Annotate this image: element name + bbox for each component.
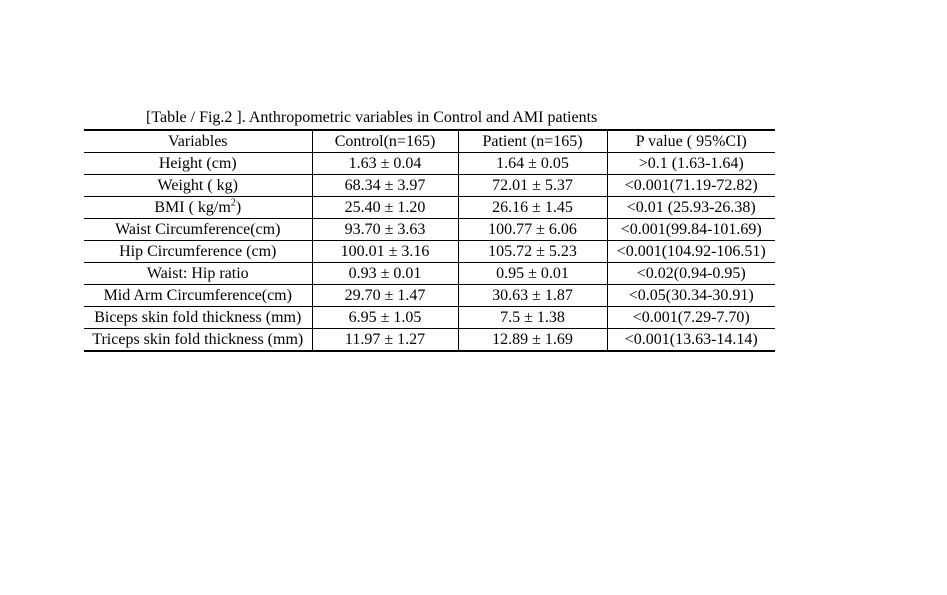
- row-control-value: 6.95 ± 1.05: [312, 307, 458, 329]
- table-row: [84, 329, 775, 352]
- row-control-value: 11.97 ± 1.27: [312, 329, 458, 352]
- table-row: [84, 153, 775, 175]
- table-row: [84, 241, 775, 263]
- row-control-value: 100.01 ± 3.16: [312, 241, 458, 263]
- bmi-label-superscript: 2: [230, 197, 236, 209]
- row-patient-value: 26.16 ± 1.45: [458, 197, 607, 219]
- row-control-value: 0.93 ± 0.01: [312, 263, 458, 285]
- table-row: [84, 263, 775, 285]
- row-control-value: 29.70 ± 1.47: [312, 285, 458, 307]
- header-control: Control(n=165): [312, 130, 458, 153]
- row-control-value: 25.40 ± 1.20: [312, 197, 458, 219]
- row-p-value: <0.001(99.84-101.69): [607, 219, 775, 241]
- row-p-value: <0.02(0.94-0.95): [607, 263, 775, 285]
- row-control-value: 68.34 ± 3.97: [312, 175, 458, 197]
- row-patient-value: 72.01 ± 5.37: [458, 175, 607, 197]
- row-variable: Waist: Hip ratio: [84, 263, 312, 285]
- anthropometric-table-container: [84, 129, 775, 352]
- table-row: [84, 197, 775, 219]
- row-variable: Triceps skin fold thickness (mm): [92, 331, 304, 348]
- row-patient-value: 1.64 ± 0.05: [458, 153, 607, 175]
- table-caption: [Table / Fig.2 ]. Anthropometric variables in Control and AMI patients: [146, 109, 598, 126]
- row-control-value: 93.70 ± 3.63: [312, 219, 458, 241]
- row-variable: Height (cm): [84, 153, 312, 175]
- row-patient-value: 12.89 ± 1.69: [458, 329, 607, 352]
- row-patient-value: 100.77 ± 6.06: [458, 219, 607, 241]
- row-variable: Weight ( kg): [84, 175, 312, 197]
- header-p-value: P value ( 95%CI): [607, 130, 775, 153]
- row-control-value: 1.63 ± 0.04: [312, 153, 458, 175]
- row-p-value: <0.05(30.34-30.91): [607, 285, 775, 307]
- table-row: [84, 307, 775, 329]
- row-p-value: <0.01 (25.93-26.38): [607, 197, 775, 219]
- row-p-value: <0.001(104.92-106.51): [607, 241, 775, 263]
- table-row: [84, 175, 775, 197]
- row-variable: Hip Circumference (cm): [84, 241, 312, 263]
- bmi-label-suffix: ): [235, 199, 242, 216]
- table-row: [84, 285, 775, 307]
- header-patient: Patient (n=165): [458, 130, 607, 153]
- table-header-row: [84, 130, 775, 153]
- row-patient-value: 105.72 ± 5.23: [458, 241, 607, 263]
- row-variable: Biceps skin fold thickness (mm): [84, 307, 312, 329]
- row-p-value: <0.001(7.29-7.70): [607, 307, 775, 329]
- anthropometric-table: [84, 129, 775, 352]
- row-patient-value: 0.95 ± 0.01: [458, 263, 607, 285]
- row-variable: Waist Circumference(cm): [84, 219, 312, 241]
- row-p-value: >0.1 (1.63-1.64): [607, 153, 775, 175]
- header-variables: Variables: [84, 130, 312, 153]
- row-variable: [84, 197, 312, 219]
- row-p-value: <0.001(13.63-14.14): [607, 329, 775, 352]
- row-variable: Mid Arm Circumference(cm): [84, 285, 312, 307]
- row-p-value: <0.001(71.19-72.82): [607, 175, 775, 197]
- bmi-label-prefix: BMI ( kg/m: [154, 199, 231, 216]
- row-patient-value: 30.63 ± 1.87: [458, 285, 607, 307]
- row-patient-value: 7.5 ± 1.38: [458, 307, 607, 329]
- table-row: [84, 219, 775, 241]
